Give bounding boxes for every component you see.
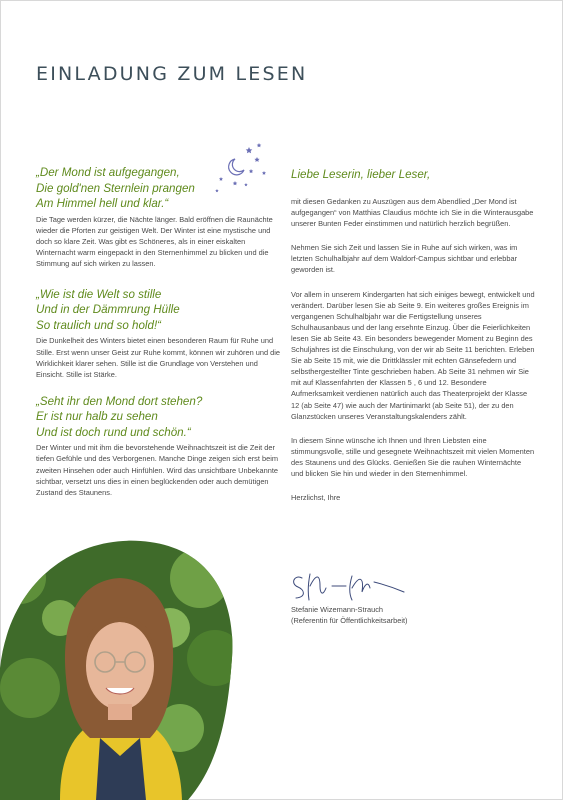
paragraph-stillness: Die Dunkelheit des Winters bietet einen besonderen Raum für Ruhe und Stille. Erst wenn unser Geist zur Ruhe kommt, können wir zuhören und die Wirklichkeit klarer sehen. Stille ist die Grundlage von Verstehen und Einsicht. Stille ist Stärke. xyxy=(36,336,281,379)
letter-paragraph: Vor allem in unserem Kindergarten hat sich einiges bewegt, entwickelt und verändert. Darüber lesen Sie ab Seite 9. Ein weiteres großes Ereignis im vergangenen Schulhalbjahr war die Fertigstellung unseres Schulhausanbaus und der lang ersehnte Einzug. Über die Feierlichkeiten lesen Sie ab Seite 43. Ein besonders bewegender Moment zu Beginn des Schuljahres ist die Einschulung, von der wir ab Seite 11 berichten. Erleben Sie ab Seite 15 mit, wie die Drittklässler mit echten Gänsefedern und selbsthergestellter Tinte geschrieben haben. Ab Seite 31 nehmen wir Sie mit auf Klassenfahrten der Klassen 5 , 6 und 12. Besondere Aufmerksamkeit verdienen natürlich auch das Theaterprojekt der Klasse 12 (ab Seite 47) wie auch der Martinimarkt (ab Seite 51), der zu den Glanzstücken unseres Veranstaltungskalenders zählt. xyxy=(291,289,535,421)
letter-greeting: Liebe Leserin, lieber Leser, xyxy=(291,168,431,181)
portrait-photo xyxy=(0,538,240,800)
author-block xyxy=(291,604,408,626)
signature xyxy=(288,568,408,604)
quote-line: Und ist doch rund und schön.“ xyxy=(36,425,191,439)
quote-line: Er ist nur halb zu sehen xyxy=(36,410,158,424)
quote-line: „Der Mond ist aufgegangen, xyxy=(36,166,180,179)
poem-quote-1 xyxy=(36,165,281,212)
quote-line: So traulich und so hold!“ xyxy=(36,318,162,332)
paragraph-hidden: Der Winter und mit ihm die bevorstehende Weihnachtszeit ist die Zeit der tiefen Gefühle und des Verborgenen. Manche Dinge zeigen sich erst beim zweiten Hinsehen oder auch Hinfühlen. Wird das unsichtbare Unbekannte sichtbar, versetzt uns dies in einen beglückenden oder auch demütigen Zustand des Staunens. xyxy=(36,443,278,497)
quote-line: Und in der Dämmrung Hülle xyxy=(36,303,180,317)
right-column xyxy=(291,165,535,503)
letter-paragraph: In diesem Sinne wünsche ich Ihnen und Ihren Liebsten eine stimmungsvolle, stille und gesegnete Weihnachtszeit mit vielen Momenten des Staunens und des Glücks. Genießen Sie die rauhen Winternächte und blicken Sie hin und wieder in den Sternenhimmel. xyxy=(291,435,535,478)
page-title: EINLADUNG ZUM LESEN xyxy=(36,62,308,85)
author-role: (Referentin für Öffentlichkeitsarbeit) xyxy=(291,616,408,625)
quote-line: „Wie ist die Welt so stille xyxy=(36,287,162,301)
paragraph-winter-mystic: Die Tage werden kürzer, die Nächte länger. Bald eröffnen die Raunächte wieder die Pforten zur geistigen Welt. Der Winter ist eine mystische und doch so klare Zeit. Was gibt es Schöneres, als in einer eiskalten Winternacht warm eingepackt in den Sternenhimmel zu blicken und die Stimmung auf sich wirken zu lassen. xyxy=(36,214,273,268)
letter-paragraph: mit diesen Gedanken zu Auszügen aus dem Abendlied „Der Mond ist aufgegangen“ von Matthias Claudius möchte ich Sie in die Winterausgabe unserer Bunten Feder einstimmen und natürlich herzlich begrüßen. xyxy=(291,197,534,229)
author-name: Stefanie Wizemann-Strauch xyxy=(291,605,384,614)
quote-line: „Seht ihr den Mond dort stehen? xyxy=(36,394,203,408)
quote-line: Die gold'nen Sternlein prangen xyxy=(36,181,195,195)
letter-closing: Herzlichst, Ihre xyxy=(291,493,341,503)
letter-paragraph: Nehmen Sie sich Zeit und lassen Sie in Ruhe auf sich wirken, was im letzten Schulhalbjahr auf dem Waldorf-Campus sichtbar und erlebbar geworden ist. xyxy=(291,243,518,275)
left-column xyxy=(36,165,281,498)
quote-line: Am Himmel hell und klar.“ xyxy=(36,197,169,210)
poem-quote-3 xyxy=(36,394,281,441)
poem-quote-2 xyxy=(36,287,281,334)
